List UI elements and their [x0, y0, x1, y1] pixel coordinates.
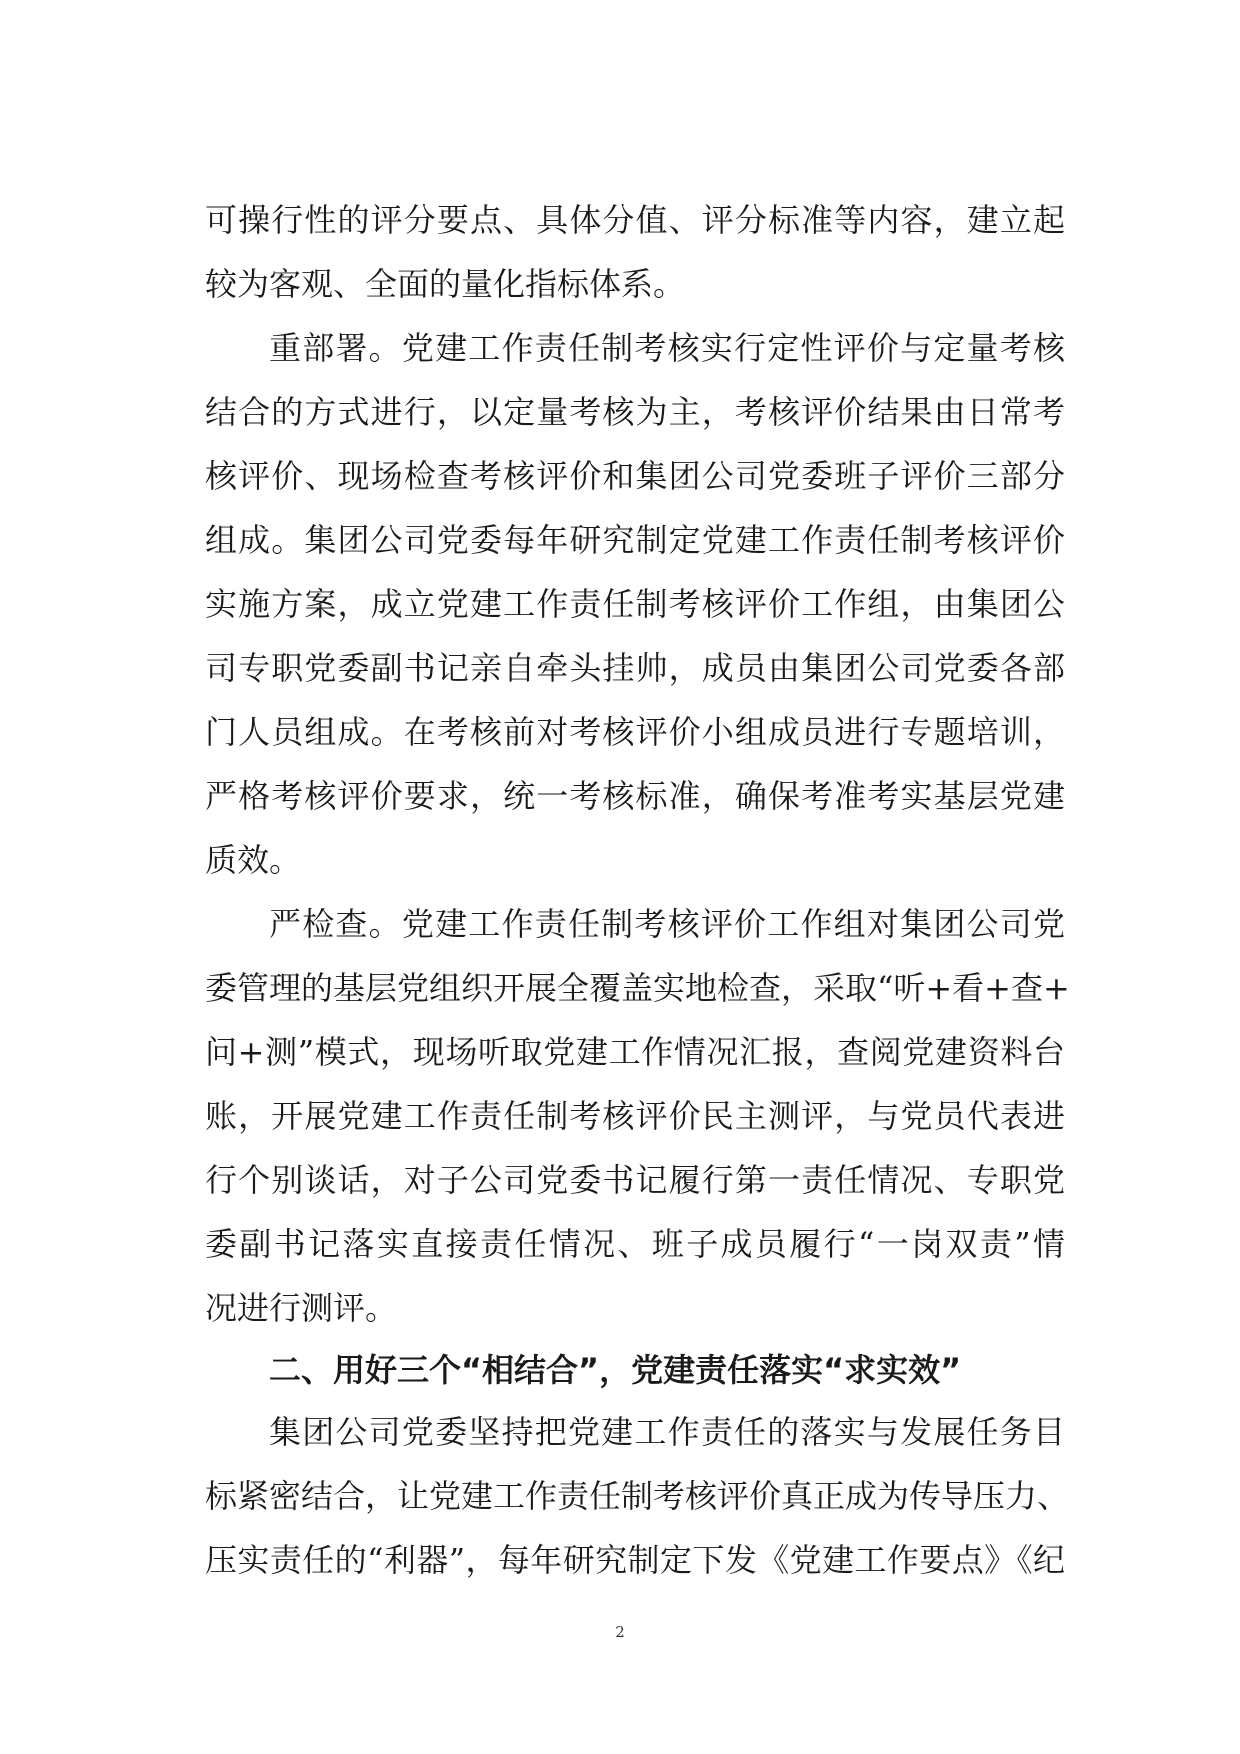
paragraph-1-line-1: 可操行性的评分要点、具体分值、评分标准等内容，建立起 [205, 201, 1065, 239]
paragraph-3-line-6: 委副书记落实直接责任情况、班子成员履行“一岗双责”情 [205, 1225, 1065, 1263]
paragraph-3-line-3: 问+测”模式，现场听取党建工作情况汇报，查阅党建资料台 [205, 1033, 1065, 1071]
paragraph-4-line-2: 标紧密结合，让党建工作责任制考核评价真正成为传导压力、 [205, 1477, 1070, 1515]
paragraph-3-line-5: 行个别谈话，对子公司党委书记履行第一责任情况、专职党 [205, 1161, 1065, 1199]
paragraph-4-line-3: 压实责任的“利器”，每年研究制定下发《党建工作要点》《纪 [205, 1541, 1065, 1579]
paragraph-2-line-9: 质效。 [205, 841, 302, 879]
paragraph-3-line-4: 账，开展党建工作责任制考核评价民主测评，与党员代表进 [205, 1097, 1065, 1135]
paragraph-2-line-4: 组成。集团公司党委每年研究制定党建工作责任制考核评价 [205, 521, 1065, 559]
paragraph-3-line-2: 委管理的基层党组织开展全覆盖实地检查，采取“听+看+查+ [205, 969, 1070, 1007]
paragraph-2-line-5: 实施方案，成立党建工作责任制考核评价工作组，由集团公 [205, 585, 1065, 623]
paragraph-2-line-2: 结合的方式进行，以定量考核为主，考核评价结果由日常考 [205, 393, 1065, 431]
paragraph-2-line-8: 严格考核评价要求，统一考核标准，确保考准考实基层党建 [205, 777, 1065, 815]
paragraph-2-line-3: 核评价、现场检查考核评价和集团公司党委班子评价三部分 [205, 457, 1065, 495]
paragraph-2-line-6: 司专职党委副书记亲自牵头挂帅，成员由集团公司党委各部 [205, 649, 1065, 687]
page-number: 2 [615, 1623, 625, 1641]
paragraph-2-line-1: 重部署。党建工作责任制考核实行定性评价与定量考核 [269, 329, 1065, 367]
paragraph-3-line-1: 严检查。党建工作责任制考核评价工作组对集团公司党 [269, 905, 1065, 943]
paragraph-2-line-7: 门人员组成。在考核前对考核评价小组成员进行专题培训， [205, 713, 1065, 751]
section-heading-2: 二、用好三个“相结合”，党建责任落实“求实效” [269, 1351, 962, 1389]
paragraph-3-line-7: 况进行测评。 [205, 1289, 398, 1327]
paragraph-4-line-1: 集团公司党委坚持把党建工作责任的落实与发展任务目 [269, 1413, 1065, 1451]
paragraph-1-line-2: 较为客观、全面的量化指标体系。 [205, 265, 686, 303]
